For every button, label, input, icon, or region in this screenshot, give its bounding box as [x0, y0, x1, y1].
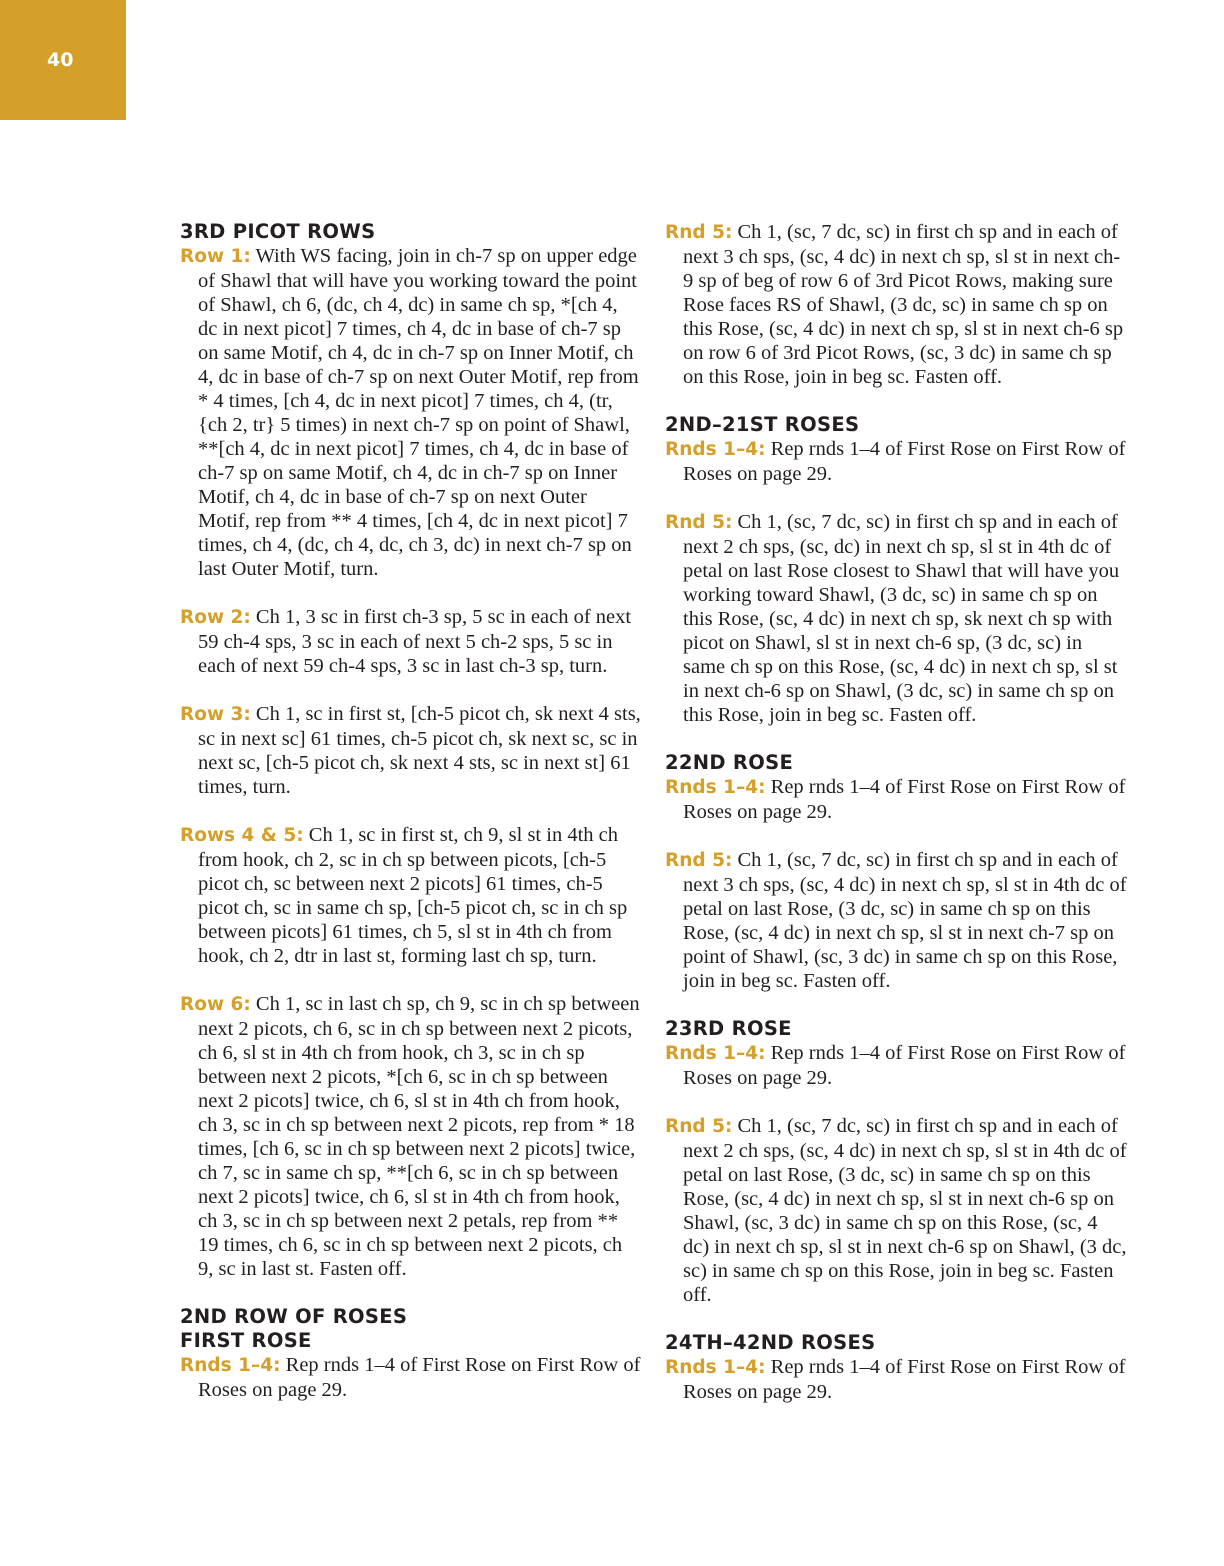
instruction-rnd-5: [665, 510, 1127, 727]
instruction-label: Rnd 5:: [665, 512, 733, 533]
instruction-rnds-1-4: [665, 775, 1127, 824]
instruction-text: Rep rnds 1–4 of First Rose on First Row of Roses on page 29.: [683, 1042, 1126, 1089]
section-heading: 3RD PICOT ROWS: [180, 220, 376, 243]
instruction-rnd-5: [665, 220, 1127, 389]
instruction-rnds-1-4: [180, 1353, 642, 1402]
instruction-rnds-1-4: [665, 1355, 1127, 1404]
section-heading: 23RD ROSE: [665, 1017, 792, 1040]
instruction-label: Rnd 5:: [665, 1116, 733, 1137]
instruction-label: Rows 4 & 5:: [180, 825, 304, 846]
instruction-text: With WS facing, join in ch-7 sp on upper edge of Shawl that will have you working toward the point of Shawl, ch 6, (dc, ch 4, dc) in same ch sp, *[ch 4, dc in next picot] 7 times, ch 4, dc in base of ch-7 sp on same Motif, ch 4, dc in ch-7 sp on Inner Motif, ch 4, dc in base of ch-7 sp on next Outer Motif, rep from * 4 times, [ch 4, dc in next picot] 7 times, ch 4, (tr, {ch 2, tr} 5 times) in next ch-7 sp on point of Shawl, **[ch 4, dc in next picot] 7 times, ch 4, dc in base of ch-7 sp on same Motif, ch 4, dc in ch-7 sp on Inner Motif, ch 4, dc in base of ch-7 sp on next Outer Motif, rep from ** 4 times, [ch 4, dc in next picot] 7 times, ch 4, (dc, ch 4, dc, ch 3, dc) in next ch-7 sp on last Outer Motif, turn.: [198, 245, 639, 580]
section-heading: 22ND ROSE: [665, 751, 794, 774]
instruction-label: Row 6:: [180, 994, 251, 1015]
instruction-label: Row 3:: [180, 704, 251, 725]
instruction-row-1: [180, 244, 642, 581]
page-number: 40: [47, 49, 74, 71]
instruction-text: Ch 1, sc in first st, [ch-5 picot ch, sk next 4 sts, sc in next sc] 61 times, ch-5 picot ch, sk next sc, sc in next sc, [ch-5 picot ch, sk next 4 sts, sc in next st] 61 times, turn.: [198, 703, 641, 798]
instruction-row-2: [180, 605, 642, 678]
instruction-text: Ch 1, sc in last ch sp, ch 9, sc in ch sp between next 2 picots, ch 6, sc in ch sp between next 2 picots, ch 6, sl st in 4th ch from hook, ch 3, sc in ch sp between next 2 picots, *[ch 6, sc in ch sp between next 2 picots] twice, ch 6, sl st in 4th ch from hook, ch 3, sc in ch sp between next 2 picots, rep from * 18 times, [ch 6, sc in ch sp between next 2 picots] twice, ch 7, sc in same ch sp, **[ch 6, sc in ch sp between next 2 picots] twice, ch 6, sl st in 4th ch from hook, ch 3, sc in ch sp between next 2 petals, rep from ** 19 times, ch 6, sc in ch sp between next 2 picots, ch 9, sc in last st. Fasten off.: [198, 993, 640, 1280]
instruction-text: Rep rnds 1–4 of First Rose on First Row of Roses on page 29.: [683, 1356, 1126, 1403]
instruction-text: Ch 1, (sc, 7 dc, sc) in first ch sp and in each of next 3 ch sps, (sc, 4 dc) in next ch sp, sl st in next ch-9 sp of beg of row 6 of 3rd Picot Rows, making sure Rose faces RS of Shawl, (3 dc, sc) in same ch sp on this Rose, (sc, 4 dc) in next ch sp, sl st in next ch-6 sp on row 6 of 3rd Picot Rows, (sc, 3 dc) in same ch sp on this Rose, join in beg sc. Fasten off.: [683, 221, 1124, 388]
instruction-rnds-1-4: [665, 1041, 1127, 1090]
section-heading: 2ND–21ST ROSES: [665, 413, 860, 436]
instruction-text: Ch 1, (sc, 7 dc, sc) in first ch sp and in each of next 3 ch sps, (sc, 4 dc) in next ch sp, sl st in 4th dc of petal on last Rose, (3 dc, sc) in same ch sp on this Rose, (sc, 4 dc) in next ch sp, sl st in next ch-7 sp on point of Shawl, (sc, 3 dc) in same ch sp on this Rose, join in beg sc. Fasten off.: [683, 849, 1127, 992]
page-number-tab: [0, 0, 126, 120]
instruction-row-3: [180, 702, 642, 799]
instruction-label: Row 1:: [180, 246, 251, 267]
instruction-label: Rnds 1–4:: [180, 1355, 281, 1376]
instruction-rnd-5: [665, 1114, 1127, 1307]
instruction-text: Ch 1, (sc, 7 dc, sc) in first ch sp and in each of next 2 ch sps, (sc, 4 dc) in next ch sp, sl st in 4th dc of petal on last Rose, (3 dc, sc) in same ch sp on this Rose, (sc, 4 dc) in next ch sp, sl st in next ch-6 sp on Shawl, (sc, 3 dc) in same ch sp on this Rose, (sc, 4 dc) in next ch sp, sl st in next ch-6 sp on Shawl, (3 dc, sc) in same ch sp on this Rose, join in beg sc. Fasten off.: [683, 1115, 1127, 1306]
left-column: [180, 220, 642, 1402]
instruction-text: Rep rnds 1–4 of First Rose on First Row of Roses on page 29.: [683, 776, 1126, 823]
instruction-rnds-1-4: [665, 437, 1127, 486]
instruction-text: Rep rnds 1–4 of First Rose on First Row of Roses on page 29.: [683, 438, 1126, 485]
instruction-text: Rep rnds 1–4 of First Rose on First Row of Roses on page 29.: [198, 1354, 641, 1401]
instruction-label: Rnds 1–4:: [665, 1357, 766, 1378]
instruction-text: Ch 1, sc in first st, ch 9, sl st in 4th ch from hook, ch 2, sc in ch sp between picots, [ch-5 picot ch, sc between next 2 picots] 61 times, ch-5 picot ch, sc in same ch sp, [ch-5 picot ch, sc in ch sp between picots] 61 times, ch 5, sl st in 4th ch from hook, ch 2, dtr in last st, forming last ch sp, turn.: [198, 824, 628, 967]
section-heading: 24TH–42ND ROSES: [665, 1331, 876, 1354]
instruction-rows-4-5: [180, 823, 642, 968]
instruction-label: Rnd 5:: [665, 222, 733, 243]
instruction-label: Rnds 1–4:: [665, 439, 766, 460]
section-subheading: FIRST ROSE: [180, 1329, 312, 1352]
right-column: [665, 220, 1127, 1404]
instruction-label: Row 2:: [180, 607, 251, 628]
instruction-label: Rnds 1–4:: [665, 777, 766, 798]
instruction-label: Rnd 5:: [665, 850, 733, 871]
instruction-text: Ch 1, (sc, 7 dc, sc) in first ch sp and in each of next 2 ch sps, (sc, dc) in next ch sp, sl st in 4th dc of petal on last Rose closest to Shawl that will have you working toward Shawl, (3 dc, sc) in same ch sp on this Rose, (sc, 4 dc) in next ch sp, sk next ch sp with picot on Shawl, sl st in next ch-6 sp, (3 dc, sc) in same ch sp on this Rose, (sc, 4 dc) in next ch sp, sl st in next ch-6 sp on Shawl, (3 dc, sc) in same ch sp on this Rose, join in beg sc. Fasten off.: [683, 511, 1120, 726]
instruction-rnd-5: [665, 848, 1127, 993]
section-heading: 2ND ROW OF ROSES: [180, 1305, 408, 1328]
instruction-label: Rnds 1–4:: [665, 1043, 766, 1064]
instruction-row-6: [180, 992, 642, 1281]
instruction-text: Ch 1, 3 sc in first ch-3 sp, 5 sc in each of next 59 ch-4 sps, 3 sc in each of next 5 ch-2 sps, 5 sc in each of next 59 ch-4 sps, 3 sc in last ch-3 sp, turn.: [198, 606, 632, 677]
